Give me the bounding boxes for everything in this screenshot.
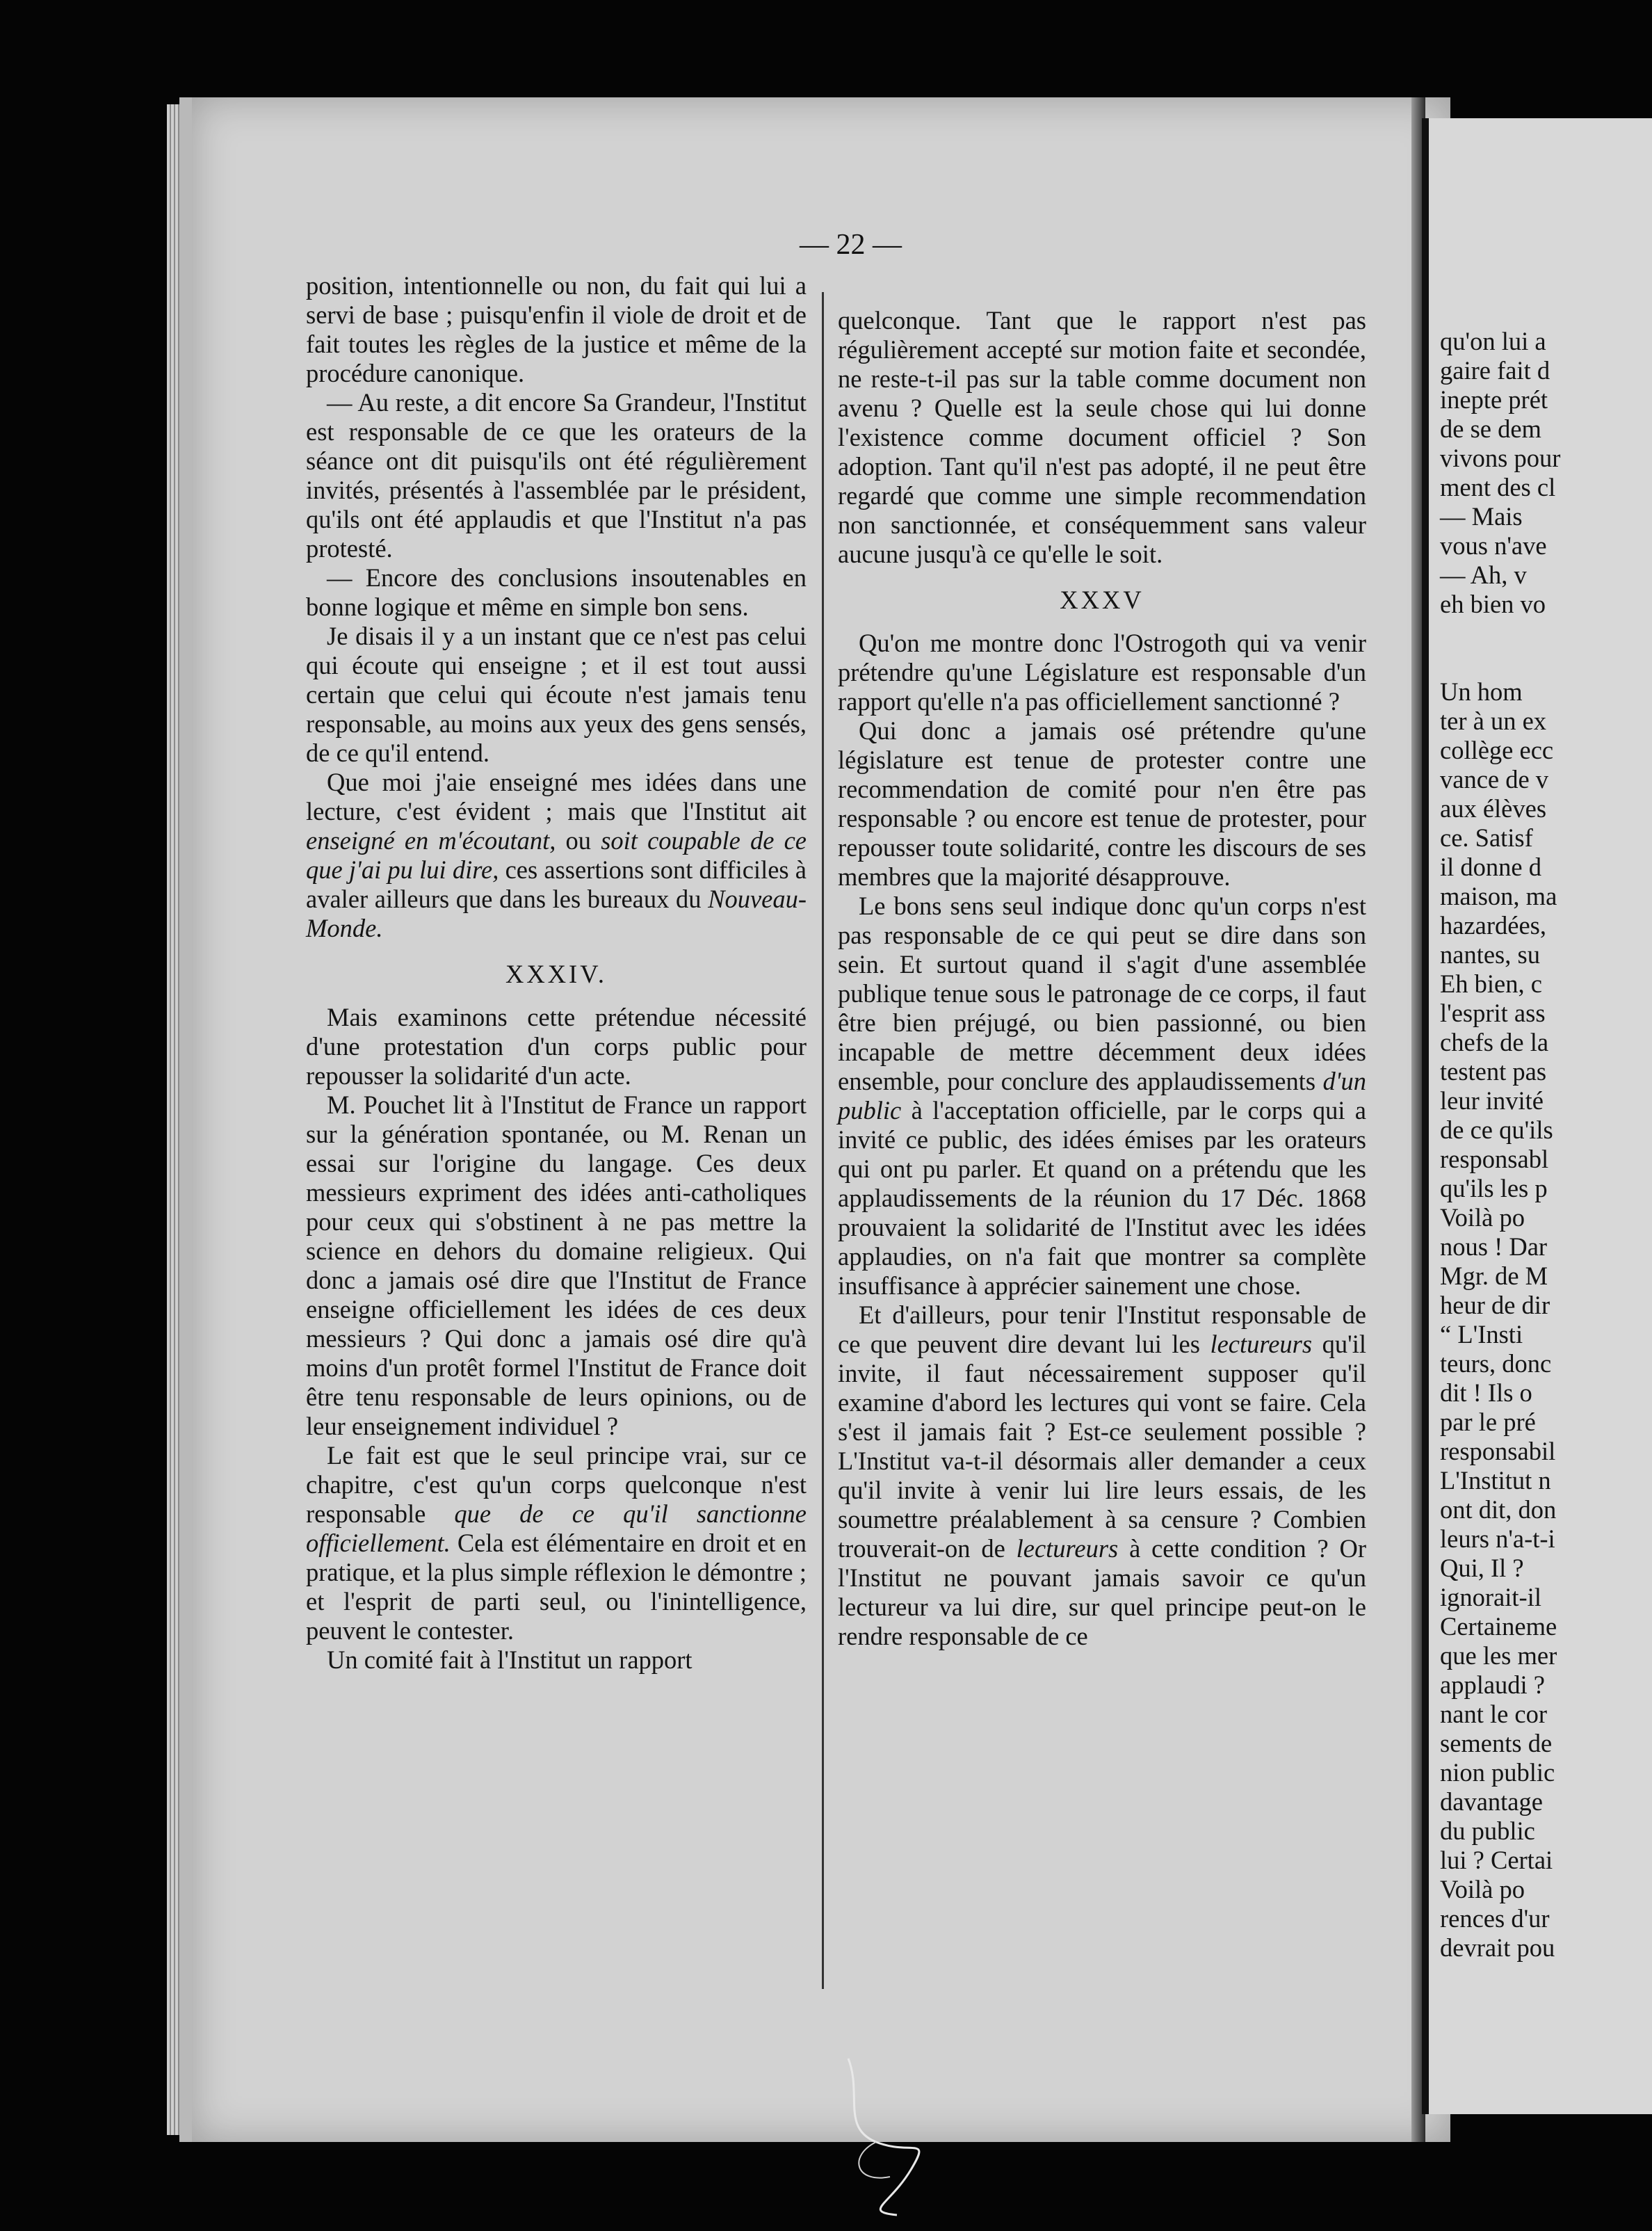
text-fragment: Un hom — [1440, 677, 1523, 706]
text-fragment: — Mais — [1440, 502, 1523, 531]
text-fragment: ont dit, don — [1440, 1495, 1557, 1524]
paragraph: Mais examinons cette prétendue nécessité d'une protestation d'un corps public pour repousser la solidarité d'un acte. — [306, 1003, 807, 1090]
text-fragment: Voilà po — [1440, 1203, 1525, 1232]
text-fragment: responsabil — [1440, 1437, 1556, 1465]
paragraph: quelconque. Tant que le rapport n'est pas régulièrement accepté sur motion faite et secondée, ne reste-t-il pas sur la table comme document non avenu ? Quelle est la seule chose qui lui donne l'existence comme document officiel ? Son adoption. Tant qu'il n'est pas adopté, il ne peut être regardé que comme une simple recommendation non sanctionnée, et conséquemment sans valeur aucune jusqu'à ce qu'elle le soit. — [838, 306, 1366, 568]
text-fragment: ter à un ex — [1440, 707, 1547, 735]
text-fragment: nion public — [1440, 1758, 1555, 1787]
text-fragment: il donne d — [1440, 853, 1541, 881]
right-text-column — [838, 306, 1366, 1651]
text-fragment: vivons pour — [1440, 444, 1561, 472]
paragraph: position, intentionnelle ou non, du fait qui lui a servi de base ; puisqu'enfin il viole de droit et de fait toutes les règles de la justice et même de la procédure canonique. — [306, 271, 807, 387]
page-number: — 22 — — [800, 229, 902, 261]
text-fragment: rences d'ur — [1440, 1904, 1550, 1933]
text-fragment: ignorait-il — [1440, 1583, 1541, 1611]
text-fragment: collège ecc — [1440, 736, 1554, 764]
text-fragment: nantes, su — [1440, 940, 1540, 969]
paragraph: Qui donc a jamais osé prétendre qu'une législature est tenue de protester contre une recommendation de comité pour n'en être pas responsable ? ou encore est tenue de protester, pour repousser toute solidarité, contre les discours de ses membres que la majorité désapprouve. — [838, 716, 1366, 891]
text-fragment: responsabl — [1440, 1145, 1549, 1173]
text-fragment: devrait pou — [1440, 1933, 1555, 1962]
text-fragment: du public — [1440, 1817, 1535, 1845]
paragraph: — Au reste, a dit encore Sa Grandeur, l'Institut est responsable de ce que les orateurs de la séance ont dit puisqu'ils ont été régulièrement invités, présentés à l'assemblée par le président, qu'ils ont été applaudis et que l'Institut n'a pas protesté. — [306, 388, 807, 563]
text-fragment: que les mer — [1440, 1641, 1557, 1670]
left-text-column — [306, 271, 807, 1675]
text-fragment: maison, ma — [1440, 882, 1557, 910]
text-fragment: par le pré — [1440, 1408, 1536, 1436]
paragraph: Un comité fait à l'Institut un rapport — [327, 1645, 693, 1674]
text-fragment: Eh bien, c — [1440, 969, 1542, 998]
text-fragment: eh bien vo — [1440, 590, 1546, 618]
text-fragment: l'esprit ass — [1440, 999, 1546, 1027]
text-fragment: Certaineme — [1440, 1612, 1557, 1641]
text-fragment: inepte prét — [1440, 385, 1548, 414]
far-right-column — [1440, 327, 1652, 1963]
text-fragment: lui ? Certai — [1440, 1846, 1553, 1874]
right-page — [1422, 118, 1652, 2114]
text-fragment: teurs, donc — [1440, 1349, 1552, 1378]
text-fragment: Qui, Il ? — [1440, 1554, 1524, 1582]
text-fragment: qu'ils les p — [1440, 1174, 1548, 1202]
text-fragment: Voilà po — [1440, 1875, 1525, 1903]
text-fragment: sements de — [1440, 1729, 1553, 1757]
text-fragment: ment des cl — [1440, 473, 1556, 501]
paragraph: Et d'ailleurs, pour tenir l'Institut responsable de ce que peuvent dire devant lui les lectureurs qu'il invite, il faut nécessairement supposer qu'il examine d'abord les lectures qui vont se faire. Cela s'est il jamais fait ? Est-ce seulement possible ? L'Institut va-t-il désormais aller demander a ceux qu'il invite à venir lui lire leurs essais, de les soumettre préalablement à sa censure ? Combien trouverait-on de lectureurs à cette condition ? Or l'Institut ne pouvant jamais savoir ce qu'un lectureur va lui dire, sur quel principe peut-on le rendre responsable de ce — [838, 1300, 1366, 1650]
text-fragment: testent pas — [1440, 1057, 1547, 1086]
section-heading: XXXV — [1060, 586, 1144, 614]
text-fragment: chefs de la — [1440, 1028, 1549, 1056]
text-fragment: Mgr. de M — [1440, 1262, 1548, 1290]
text-fragment: dit ! Ils o — [1440, 1378, 1532, 1407]
paragraph: Le bons sens seul indique donc qu'un corps n'est pas responsable de ce qui peut se dire dans son sein. Et surtout quand il s'agit d'une assemblée publique tenue sous le patronage de ce corps, il faut être bien préjugé, ou bien passionné, ou bien incapable de mettre décemment deux idées ensemble, pour conclure des applaudissements d'un public à l'acceptation officielle, par le corps qui a invité ce public, des idées émises par les orateurs qui ont pu parler. Et quand on a prétendu que les applaudissements de la réunion du 17 Déc. 1868 prouvaient la solidarité de l'Institut avec les idées applaudies, on n'a fait que montrer sa complète insuffisance à apprécier sainement une chose. — [838, 892, 1366, 1300]
text-fragment: qu'on lui a — [1440, 327, 1546, 355]
section-heading: XXXIV. — [505, 960, 607, 988]
paragraph: Que moi j'aie enseigné mes idées dans une lecture, c'est évident ; mais que l'Institut ait enseigné en m'écoutant, ou soit coupable de ce que j'ai pu lui dire, ces assertions sont difficiles à avaler ailleurs que dans les bureaux du Nouveau-Monde. — [306, 768, 807, 942]
text-fragment: heur de dir — [1440, 1291, 1550, 1319]
text-fragment: — Ah, v — [1440, 561, 1527, 589]
text-fragment: L'Institut n — [1440, 1466, 1551, 1495]
text-fragment: leur invité — [1440, 1086, 1544, 1115]
paragraph: — Encore des conclusions insoutenables en bonne logique et même en simple bon sens. — [306, 563, 807, 621]
paragraph: M. Pouchet lit à l'Institut de France un rapport sur la génération spontanée, ou M. Renan un essai sur l'origine du langage. Ces deux messieurs expriment des idées anti-catholiques pour ceux qui s'obstinent à ne pas mettre la science en dehors du domaine religieux. Qui donc a jamais osé dire que l'Institut de France enseigne officiellement les idées de ces deux messieurs ? Qui donc a jamais osé dire qu'à moins d'un protêt formel l'Institut de France doit être tenu responsable de leurs opinions, ou de leur enseignement individuel ? — [306, 1090, 807, 1440]
text-fragment: de ce qu'ils — [1440, 1116, 1553, 1144]
text-fragment: leurs n'a-t-i — [1440, 1524, 1555, 1553]
text-fragment: de se dem — [1440, 414, 1541, 443]
text-fragment: hazardées, — [1440, 911, 1546, 940]
text-fragment — [1440, 648, 1652, 677]
text-fragment: gaire fait d — [1440, 356, 1550, 385]
column-rule — [822, 292, 824, 1989]
text-fragment: ce. Satisf — [1440, 823, 1533, 852]
text-fragment: applaudi ? — [1440, 1670, 1546, 1699]
paragraph: Je disais il y a un instant que ce n'est pas celui qui écoute qui enseigne ; et il est tout aussi certain que celui qui écoute n'est jamais tenu responsable, au moins aux yeux des gens sensés, de ce qu'il entend. — [306, 622, 807, 767]
text-fragment: nous ! Dar — [1440, 1232, 1548, 1261]
text-fragment: vous n'ave — [1440, 531, 1547, 560]
text-fragment — [1440, 619, 1652, 648]
text-fragment: “ L'Insti — [1440, 1320, 1523, 1348]
text-fragment: aux élèves — [1440, 794, 1547, 823]
text-fragment: vance de v — [1440, 765, 1549, 794]
paragraph: Qu'on me montre donc l'Ostrogoth qui va venir prétendre qu'une Législature est responsable d'un rapport qu'elle n'a pas officiellement sanctionné ? — [838, 629, 1366, 716]
loose-thread-icon — [834, 2052, 946, 2218]
text-fragment: davantage — [1440, 1787, 1543, 1816]
text-fragment: nant le cor — [1440, 1700, 1548, 1728]
paragraph: Le fait est que le seul principe vrai, sur ce chapitre, c'est qu'un corps quelconque n'est responsable que de ce qu'il sanctionne officiellement. Cela est élémentaire en droit et en pratique, et la plus simple réflexion le démontre ; et l'esprit de parti seul, ou l'inintelligence, peuvent le contester. — [306, 1441, 807, 1645]
